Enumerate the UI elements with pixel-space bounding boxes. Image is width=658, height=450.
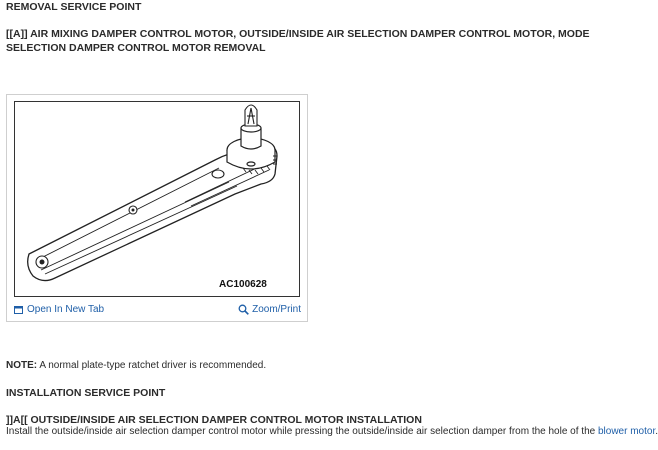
zoom-print-label: Zoom/Print	[252, 304, 301, 315]
removal-subheading: [[A]] AIR MIXING DAMPER CONTROL MOTOR, OUTSIDE/INSIDE AIR SELECTION DAMPER CONTROL MOTOR, MODE SELECTION DAMPER CONTROL MOTOR REMOVAL	[6, 28, 590, 54]
ratchet-illustration[interactable]	[14, 101, 300, 297]
magnifier-icon	[238, 304, 249, 315]
installation-body-text: Install the outside/inside air selection damper control motor while pressing the outside/inside air selection damper from the hole of the	[6, 426, 598, 437]
figure-code: AC100628	[219, 279, 267, 290]
figure-toolbar	[7, 299, 307, 321]
open-in-new-tab-label: Open In New Tab	[27, 304, 105, 315]
installation-trailing-text: .	[655, 426, 658, 437]
installation-heading: INSTALLATION SERVICE POINT	[6, 387, 166, 399]
figure-card	[6, 94, 308, 322]
installation-subheading: ]]A[[ OUTSIDE/INSIDE AIR SELECTION DAMPER CONTROL MOTOR INSTALLATION	[6, 414, 422, 426]
note-paragraph	[6, 360, 266, 371]
ratchet-driver-drawing	[15, 102, 299, 296]
installation-instruction	[6, 426, 658, 437]
open-in-new-tab-link[interactable]	[14, 304, 104, 315]
note-label: NOTE:	[6, 360, 38, 371]
blower-motor-link[interactable]: blower motor	[597, 426, 656, 437]
zoom-print-link[interactable]	[238, 304, 301, 315]
note-text: A normal plate-type ratchet driver is recommended.	[37, 360, 267, 371]
removal-heading: REMOVAL SERVICE POINT	[6, 1, 142, 13]
open-new-tab-icon	[14, 305, 24, 315]
